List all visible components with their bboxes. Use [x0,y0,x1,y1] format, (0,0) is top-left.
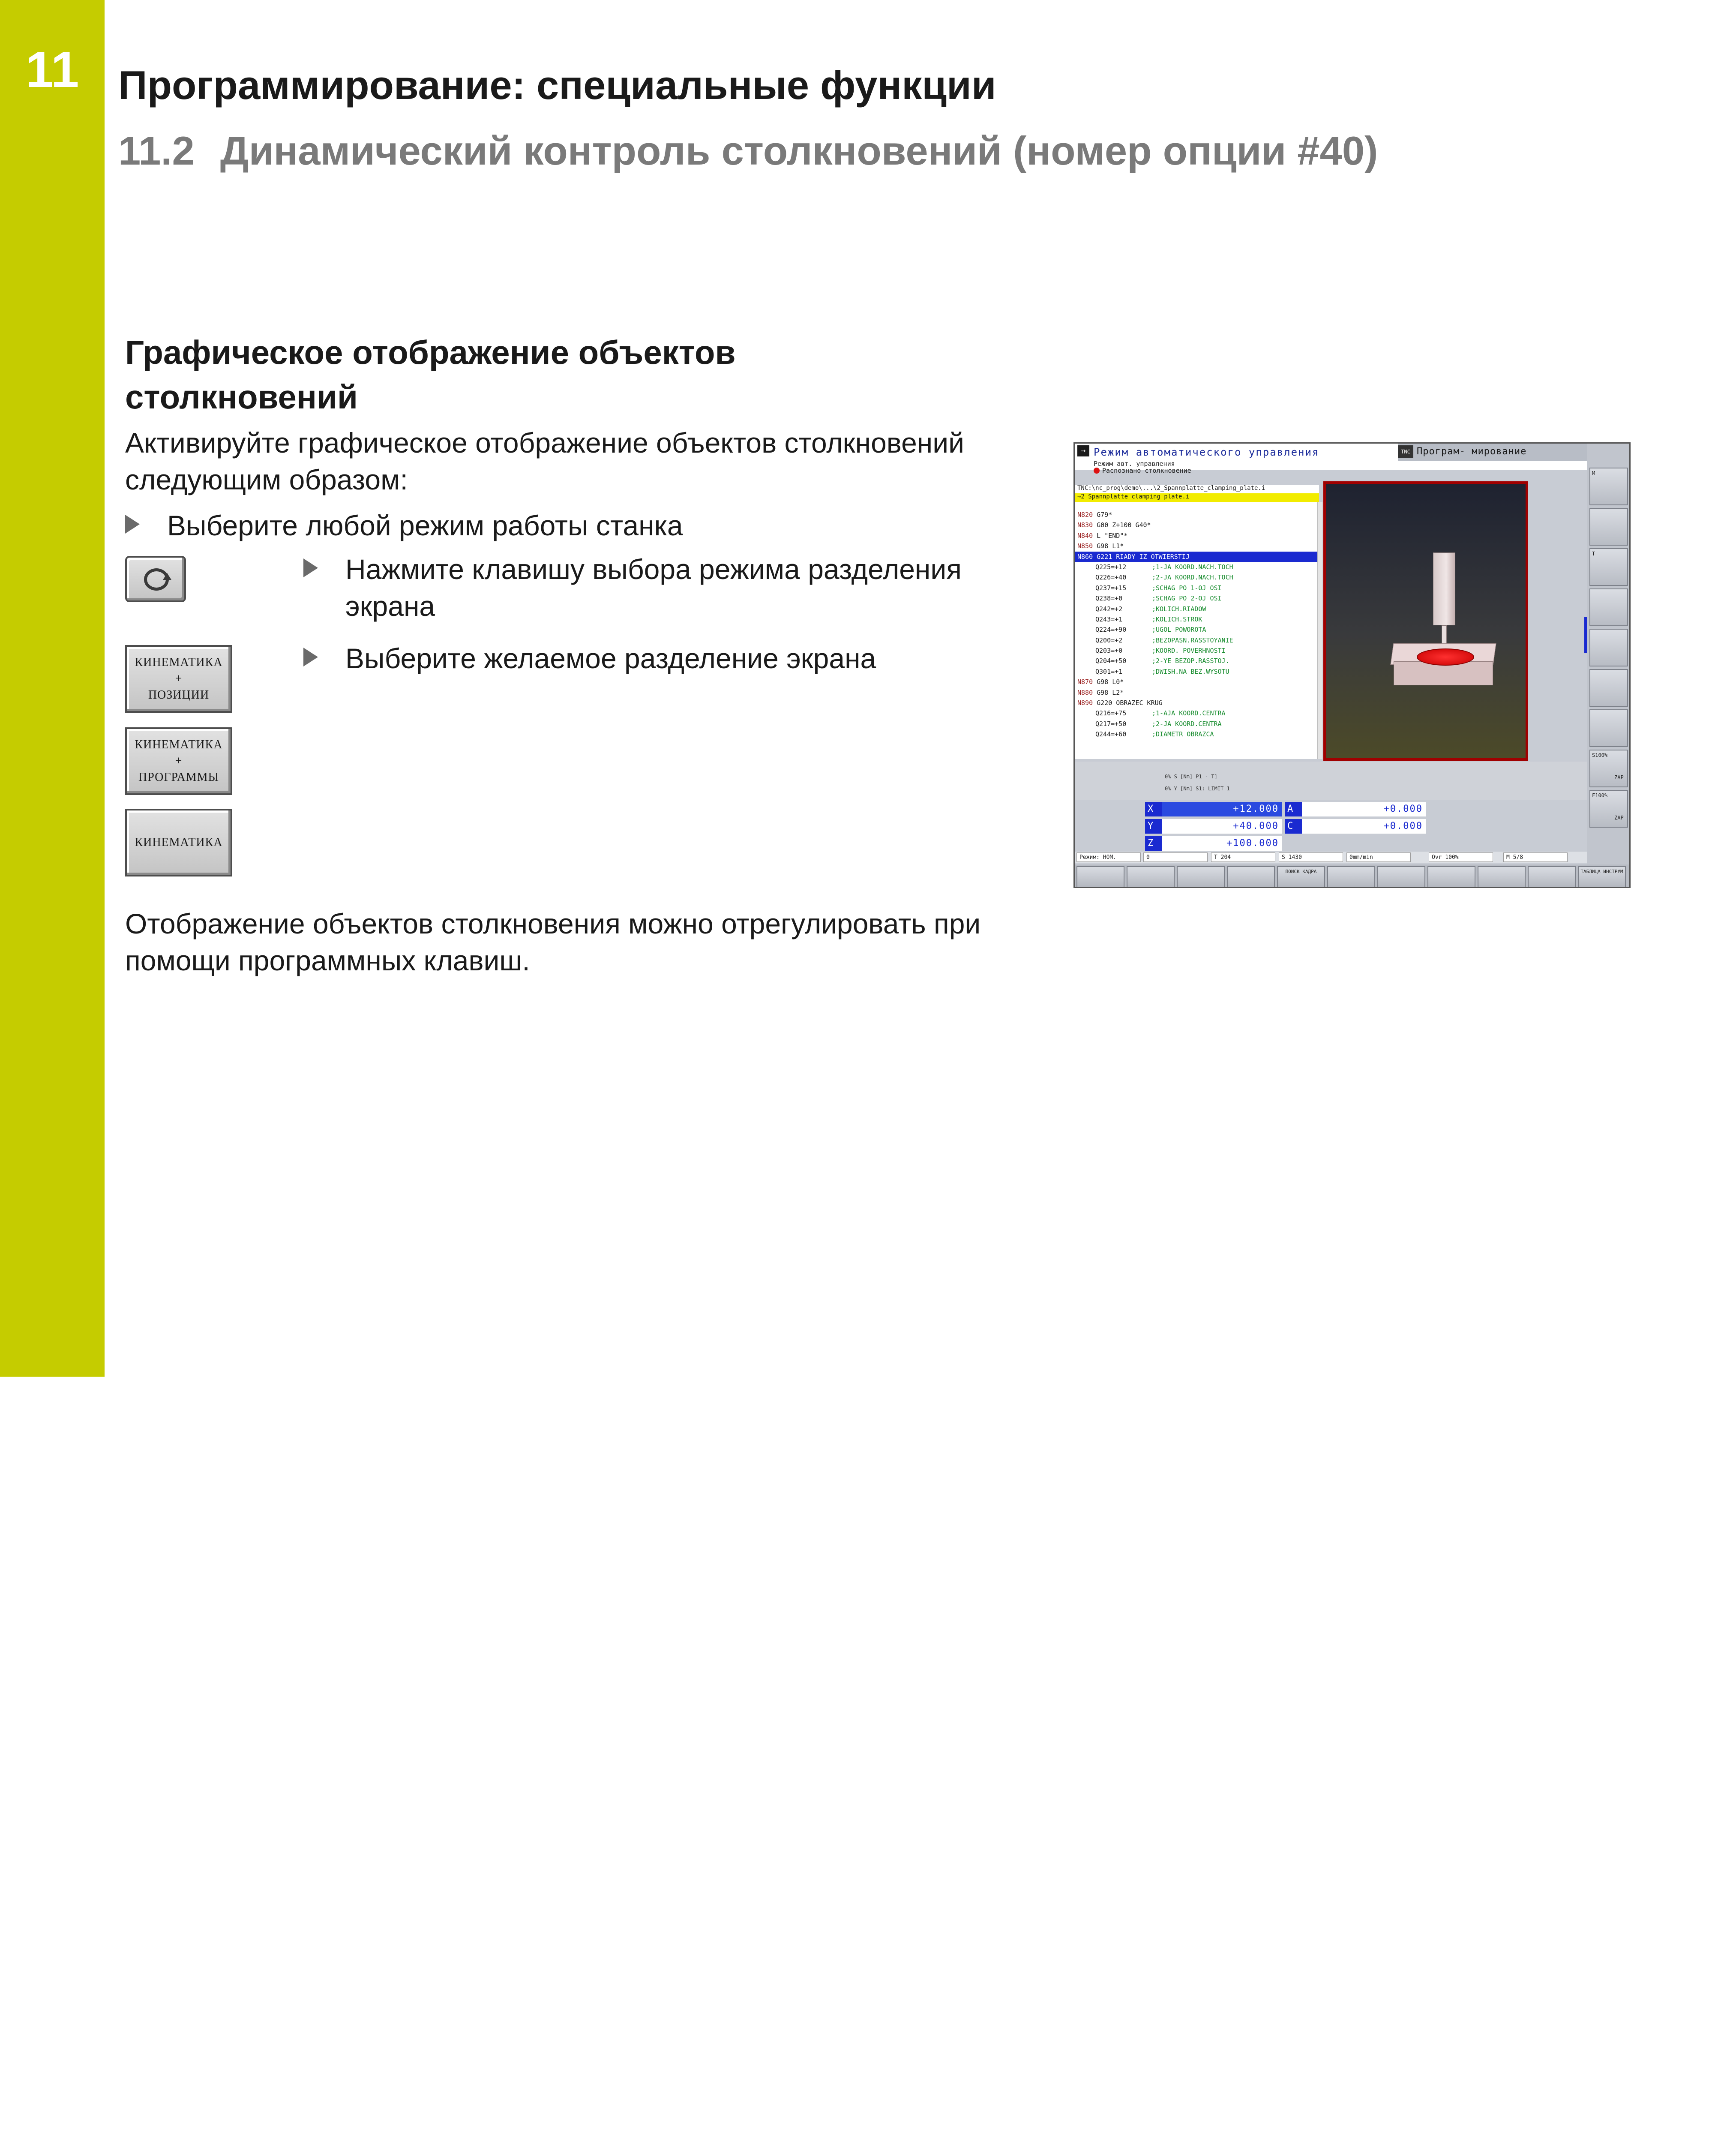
nc-command: G79* [1097,511,1112,519]
tnc-softkey[interactable]: ПОИСК КАДРА [1277,866,1325,888]
nc-comment: ;1-AJA KOORD.CENTRA [1152,709,1226,717]
program-line[interactable] [1075,562,1319,572]
tnc-softkey[interactable] [1327,866,1375,888]
tnc-mode-title: Режим автоматического управления [1094,446,1319,458]
nc-comment: ;DWISH.NA BEZ.WYSOTU [1152,667,1229,675]
tnc-right-key[interactable]: T [1589,548,1628,586]
auto-mode-icon: → [1077,445,1089,456]
nc-comment: ;1-JA KOORD.NACH.TOCH [1152,563,1233,571]
block-number: N880 [1077,688,1093,696]
block-number: N850 [1077,542,1093,550]
softkey-label: КИНЕМАТИКА + ПРОГРАММЫ [135,738,223,784]
axis-x: X +12.000 [1145,802,1282,816]
tnc-scrollbar[interactable] [1317,502,1322,759]
info-spindle: S 1430 [1279,852,1343,862]
tnc-softkey[interactable] [1227,866,1275,888]
softkey-kinematics[interactable] [125,809,232,876]
nc-comment: ;KOLICH.RIADOW [1152,605,1206,613]
nc-command: Q200=+2 [1095,636,1123,644]
program-line[interactable] [1075,541,1319,551]
axis-y: Y +40.000 [1145,819,1282,834]
tnc-icon: TNC [1398,445,1413,458]
selection-bar [1584,617,1587,653]
info-override: Ovr 100% [1429,852,1493,862]
nc-command: Q224=+90 [1095,626,1127,634]
status-line: 0% Y [Nm] S1: LIMIT 1 [1165,786,1230,792]
nc-command: G00 Z+100 G40* [1097,521,1151,529]
program-line[interactable] [1075,624,1319,635]
axis-c: C +0.000 [1285,819,1426,834]
chapter-title: Программирование: специальные функции [118,63,996,108]
softkey-label: КИНЕМАТИКА + ПОЗИЦИИ [135,656,223,702]
program-line[interactable] [1075,698,1319,708]
program-line[interactable] [1075,656,1319,666]
step-item [303,640,1032,677]
step-item [303,551,1032,624]
screen-layout-icon [144,568,169,591]
nc-command: L "END"* [1097,531,1128,540]
program-line[interactable] [1075,510,1319,520]
tnc-program-file: →2_Spannplatte_clamping_plate.i [1075,493,1319,502]
nc-comment: ;BEZOPASN.RASSTOYANIE [1152,636,1233,644]
tnc-right-key[interactable]: M [1589,468,1628,505]
block-number: N870 [1077,678,1093,686]
tnc-programming-mode-label: Програм- мирование [1417,446,1527,457]
nc-command: G221 RIADY IZ OTWIERSTIJ [1097,552,1190,561]
nc-command: Q217=+50 [1095,720,1127,728]
nc-command: G98 L2* [1097,688,1124,696]
program-line[interactable] [1075,729,1319,739]
softkey-kinematics-positions[interactable] [125,645,232,713]
program-line[interactable] [1075,666,1319,677]
tnc-programming-mode[interactable] [1398,444,1587,461]
tnc-softkey[interactable] [1377,866,1425,888]
program-line[interactable] [1075,583,1319,593]
collision-object [1417,648,1474,666]
program-line[interactable] [1075,520,1319,530]
nc-comment: ;2-YE BEZOP.RASSTOJ. [1152,657,1229,665]
nc-command: Q238=+0 [1095,594,1123,603]
tnc-program-listing [1075,502,1319,759]
info-mfunc: M 5/8 [1503,852,1568,862]
nc-command: G220 OBRAZEC KRUG [1097,699,1163,707]
nc-comment: ;2-JA KOORD.CENTRA [1152,720,1222,728]
tnc-softkey[interactable] [1427,866,1475,888]
tnc-right-key[interactable] [1589,669,1628,707]
block-number: N820 [1077,511,1093,519]
info-value: 0 [1143,852,1208,862]
program-line[interactable] [1075,687,1319,698]
tnc-softkey[interactable] [1528,866,1576,888]
program-line[interactable] [1075,593,1319,603]
nc-comment: ;KOORD. POVERHNOSTI [1152,647,1226,655]
screen-layout-key[interactable] [125,556,186,602]
tnc-right-key[interactable] [1589,629,1628,666]
tnc-spindle-override[interactable]: S100% ZAP [1589,750,1628,787]
tnc-position-display [1075,800,1587,852]
tnc-softkey[interactable] [1177,866,1225,888]
nc-command: Q301=+1 [1095,667,1123,675]
tnc-info-bar [1075,852,1587,863]
tnc-collision-message: Распознано столкновение [1094,467,1191,474]
tnc-softkey[interactable] [1127,866,1175,888]
tnc-header [1075,444,1587,474]
softkey-kinematics-programs[interactable] [125,727,232,795]
nc-comment: ;SCHAG PO 2-OJ OSI [1152,594,1222,603]
block-number: N830 [1077,521,1093,529]
intro-paragraph: Активируйте графическое отображение объектов столкновений следующим образом: [125,427,964,495]
nc-command: Q244=+60 [1095,730,1127,738]
axis-z: Z +100.000 [1145,836,1282,851]
bullet-triangle-icon [303,558,318,577]
program-line[interactable] [1075,719,1319,729]
axis-a: A +0.000 [1285,802,1426,816]
sub-heading: Графическое отображение объектов столкновений [125,333,736,416]
nc-command: Q225=+12 [1095,563,1127,571]
program-line[interactable] [1075,572,1319,582]
nc-comment: ;DIAMETR OBRAZCA [1152,730,1214,738]
step-text: Выберите любой режим работы станка [167,510,683,541]
tnc-screenshot [1073,442,1631,888]
info-mode: Режим: НОМ. [1076,852,1141,862]
spindle-model [1433,552,1455,625]
nc-command: Q243=+1 [1095,615,1123,623]
nc-command: Q204=+50 [1095,657,1127,665]
error-icon [1094,468,1100,474]
program-line[interactable] [1075,645,1319,656]
section-title [118,128,1378,174]
nc-command: G98 L0* [1097,678,1124,686]
tnc-softkey-row [1075,864,1631,888]
program-line[interactable] [1075,604,1319,614]
program-line[interactable] [1075,708,1319,718]
tnc-right-key[interactable] [1589,508,1628,546]
softkey-label: КИНЕМАТИКА [135,836,223,849]
nc-command: Q237=+15 [1095,584,1127,592]
program-line[interactable] [1075,677,1319,687]
info-feed: 0mm/min [1346,852,1411,862]
step-item [125,507,1025,544]
chapter-number: 11 [25,42,79,98]
section-title-text: Динамический контроль столкновений (номер опции #40) [220,128,1378,173]
tnc-right-panel [1587,444,1631,888]
nc-command: Q242=+2 [1095,605,1123,613]
tnc-softkey[interactable] [1478,866,1526,888]
step-text: Выберите желаемое разделение экрана [345,642,876,674]
block-number: N840 [1077,531,1093,540]
nc-command: Q203=+0 [1095,647,1123,655]
status-line: 0% S [Nm] P1 - T1 [1165,774,1217,780]
tnc-sub-mode: Режим авт. управления [1094,460,1175,468]
tnc-right-key[interactable] [1589,709,1628,747]
chapter-side-bar [0,0,105,1377]
tnc-status-area [1075,762,1587,800]
program-line[interactable] [1075,531,1319,541]
block-number: N860 [1077,552,1093,561]
section-number: 11.2 [118,128,195,173]
tnc-right-key[interactable] [1589,588,1628,626]
program-line[interactable] [1075,614,1319,624]
tnc-softkey[interactable] [1076,866,1124,888]
block-number: N890 [1077,699,1093,707]
program-line[interactable] [1075,635,1319,645]
nc-comment: ;2-JA KOORD.NACH.TOCH [1152,573,1233,582]
outro-paragraph: Отображение объектов столкновения можно отрегулировать при помощи программных клавиш. [125,908,981,976]
nc-comment: ;KOLICH.STROK [1152,615,1202,623]
nc-comment: ;UGOL POWOROTA [1152,626,1206,634]
tnc-kinematics-view [1323,481,1528,761]
step-text: Нажмите клавишу выбора режима разделения экрана [345,553,962,622]
program-line[interactable] [1075,552,1319,562]
nc-comment: ;SCHAG PO 1-OJ OSI [1152,584,1222,592]
bullet-triangle-icon [125,515,140,534]
info-tool: T 204 [1211,852,1275,862]
tnc-feed-override[interactable]: F100% ZAP [1589,790,1628,828]
bullet-triangle-icon [303,648,318,666]
nc-command: Q226=+40 [1095,573,1127,582]
nc-command: Q216=+75 [1095,709,1127,717]
nc-command: G98 L1* [1097,542,1124,550]
tnc-program-path: TNC:\nc_prog\demo\...\2_Spannplatte_clamping_plate.i [1075,485,1319,493]
tnc-softkey[interactable]: ТАБЛИЦА ИНСТРУМ [1578,866,1626,888]
